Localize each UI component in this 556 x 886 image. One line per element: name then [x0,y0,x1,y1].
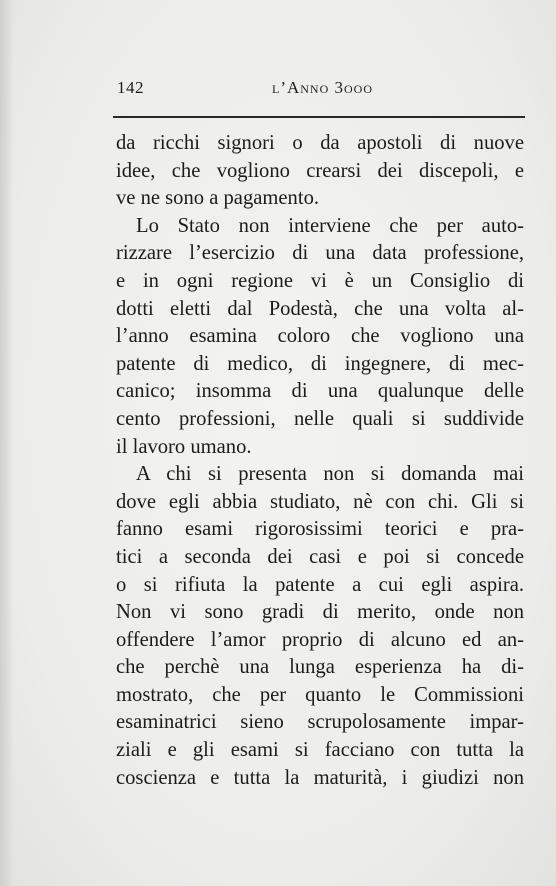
text-line: cento professioni, nelle quali si suddivide [116,407,524,430]
text-line: canico; insomma di una qualunque delle [116,380,524,403]
header-rule [113,116,525,118]
text-line: mostrato, che per quanto le Commissioni [116,683,524,706]
text-line: ziali e gli esami si facciano con tutta la [116,739,524,762]
text-line: fanno esami rigorosissimi teorici e pra- [116,518,524,541]
text-line: A chi si presenta non si domanda mai [136,463,524,486]
text-line: offendere l’amor proprio di alcuno ed an- [116,628,524,651]
text-line: coscienza e tutta la maturità, i giudizi non [116,766,524,789]
page-gutter-shadow [0,0,14,886]
text-line: rizzare l’esercizio di una data professione, [116,242,524,265]
text-line: l’anno esamina coloro che vogliono una [116,325,524,348]
running-title: l’Anno 3ooo [272,78,374,97]
body-text [116,130,524,792]
text-line: da ricchi signori o da apostoli di nuove [116,132,524,154]
text-line: che perchè una lunga esperienza ha di- [116,656,524,679]
text-line: e in ogni regione vi è un Consiglio di [116,269,524,292]
text-line: dotti eletti dal Podestà, che una volta al- [116,297,524,320]
text-line: idee, che vogliono crearsi dei discepoli, e [116,159,524,182]
page-header [117,78,527,100]
paragraph [116,130,524,213]
page-number: 142 [117,78,144,97]
text-line: o si rifiuta la patente a cui egli aspira. [116,573,524,596]
paragraph [116,213,524,461]
text-line: ve ne sono a pagamento. [116,187,320,210]
text-line: Non vi sono gradi di merito, onde non [116,601,524,624]
text-line: patente di medico, di ingegnere, di mec- [116,352,524,375]
text-line: tici a seconda dei casi e poi si concede [116,545,524,568]
paragraph [116,461,524,792]
text-line: il lavoro umano. [116,435,252,458]
text-line: esaminatrici sieno scrupolosamente impar- [116,711,524,734]
text-line: Lo Stato non interviene che per auto- [136,214,524,237]
text-line: dove egli abbia studiato, nè con chi. Gli si [116,490,524,513]
